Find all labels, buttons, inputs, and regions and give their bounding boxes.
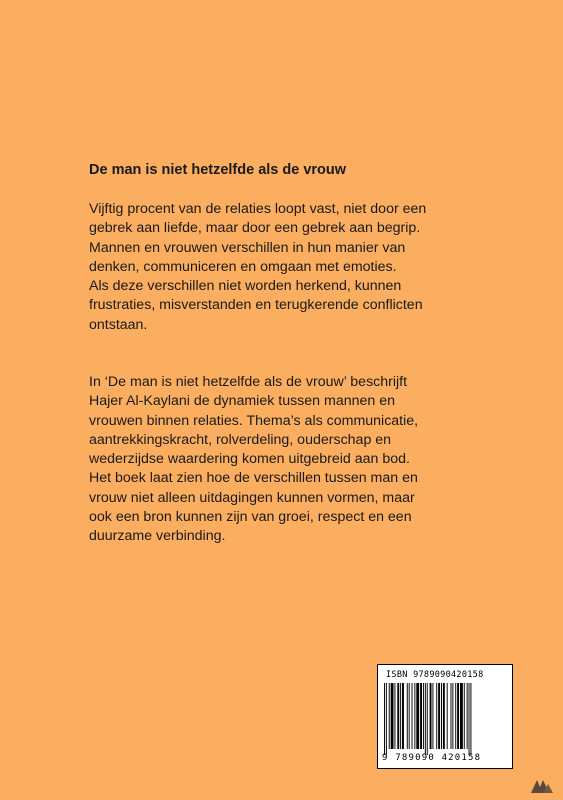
blurb-line: Hajer Al-Kaylani de dynamiek tussen mannen en [89,393,395,410]
blurb-paragraph-2 [89,373,489,547]
blurb-line: Vijftig procent van de relaties loopt vast, niet door een [89,201,427,217]
blurb-line: gebrek aan liefde, maar door een gebrek aan begrip. [89,220,421,237]
book-title: De man is niet hetzelfde als de vrouw [89,162,347,178]
blurb-line: aantrekkingskracht, rolverdeling, ouderschap en [89,431,392,448]
isbn-label: ISBN 9789090420158 [386,670,484,680]
blurb-line: Mannen en vrouwen verschillen in hun manier van [89,239,406,256]
blurb-line: vrouwen binnen relaties. Thema’s als communicatie, [89,412,419,429]
isbn-barcode [377,664,513,769]
isbn-digits: 9 789090 420158 [382,753,482,763]
blurb-line: Het boek laat zien hoe de verschillen tussen man en [89,470,418,487]
blurb-line: frustraties, misverstanden en terugkerende conflicten [89,297,423,314]
blurb-line: ontstaan. [89,316,148,333]
publisher-logo-icon [529,777,555,795]
blurb-line: duurzame verbinding. [89,528,226,545]
blurb-paragraph-1 [89,200,489,335]
blurb-line: vrouw niet alleen uitdagingen kunnen vormen, maar [89,489,415,506]
blurb-line: wederzijdse waardering komen uitgebreid aan bod. [89,451,410,468]
barcode-bars [384,683,508,755]
blurb-line: In ‘De man is niet hetzelfde als de vrouw’ beschrijft [89,374,408,390]
blurb-line: ook een bron kunnen zijn van groei, respect en een [89,509,412,526]
blurb-line: denken, communiceren en omgaan met emoties. [89,258,397,275]
blurb-line: Als deze verschillen niet worden herkend, kunnen [89,278,402,295]
